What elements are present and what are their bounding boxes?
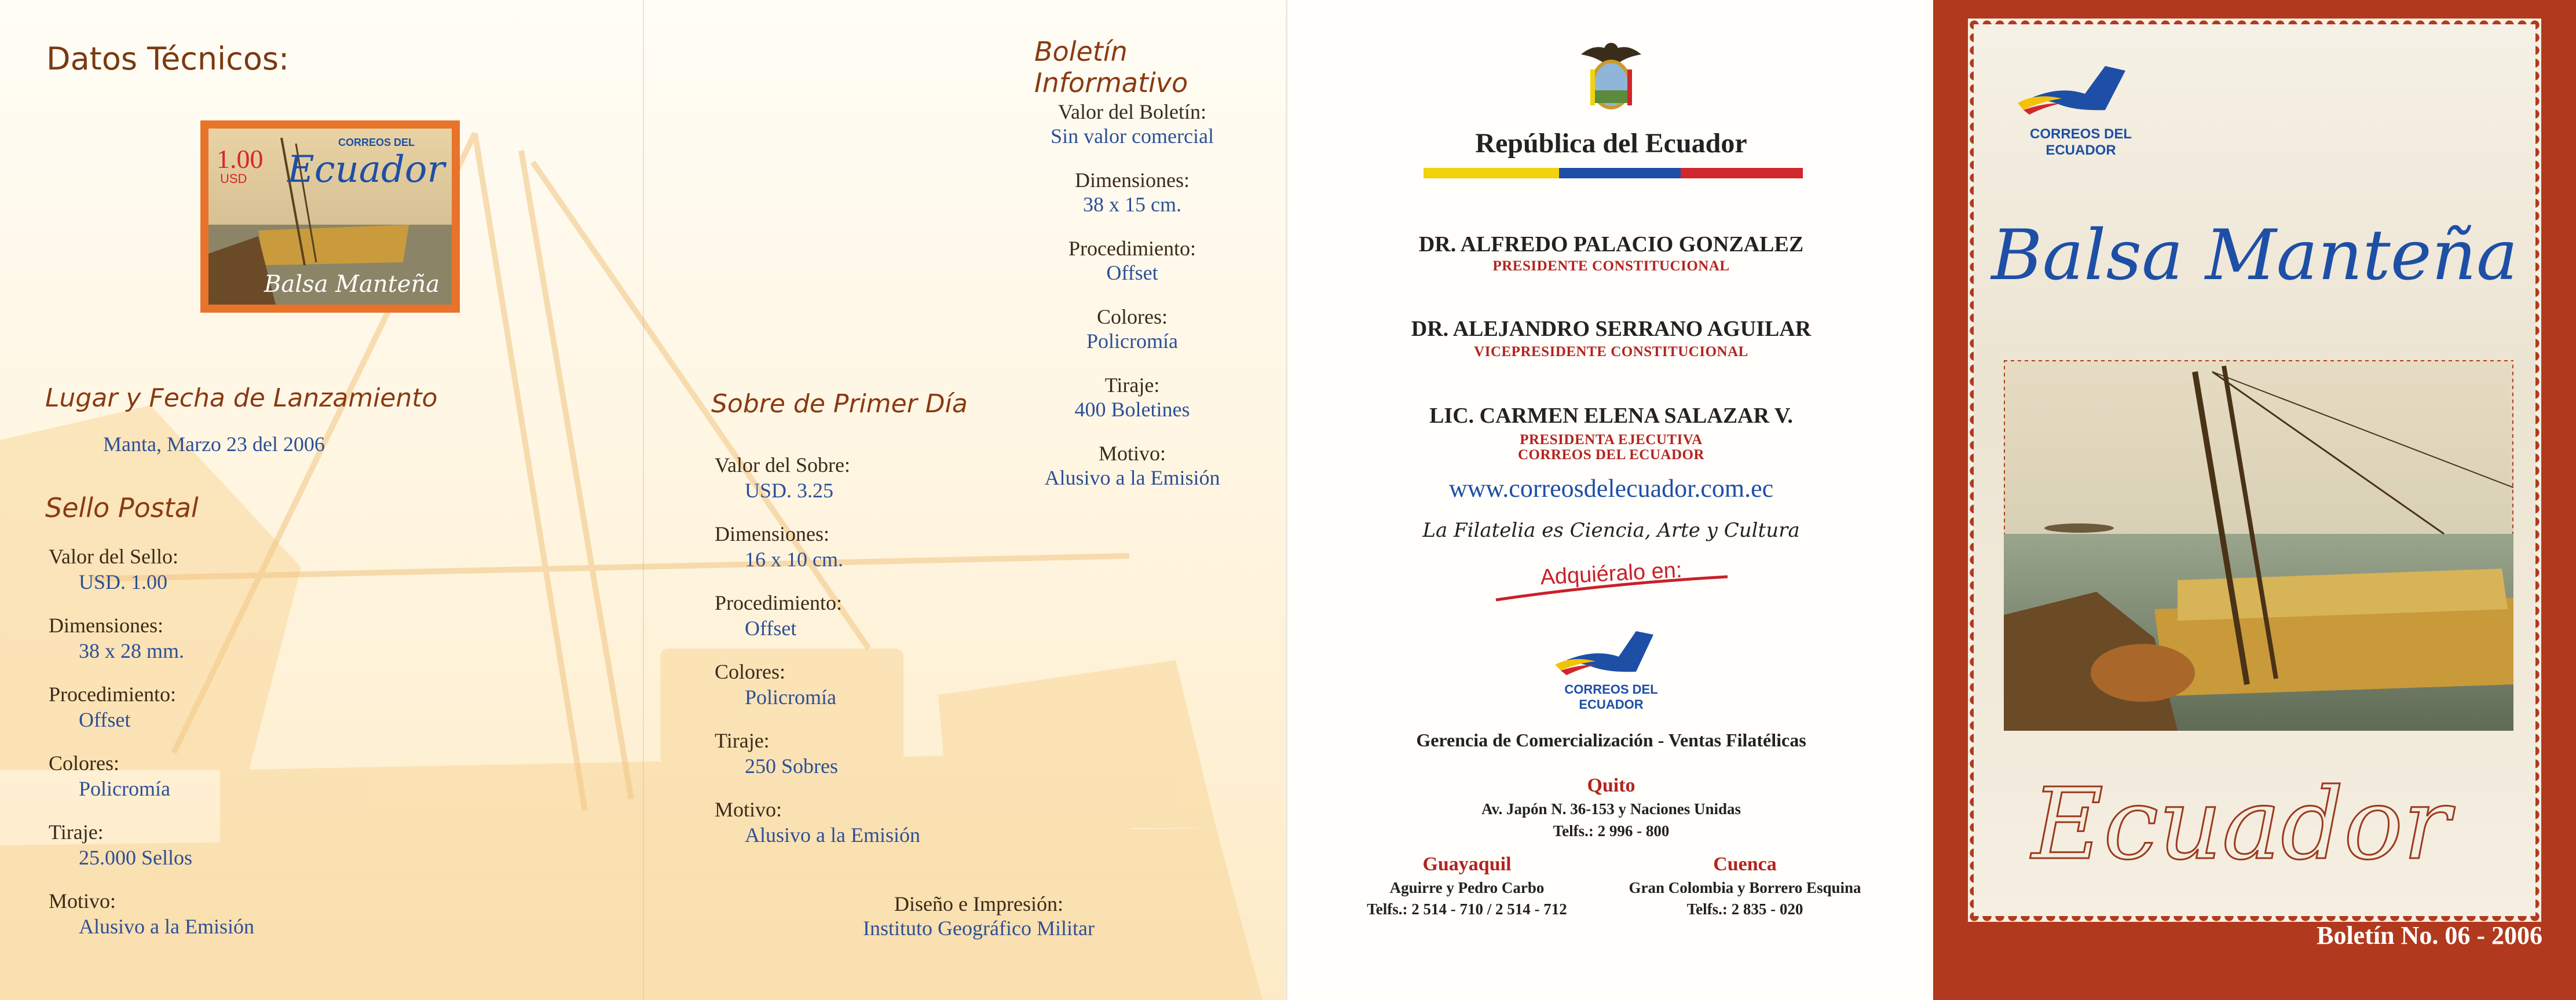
boletin-heading: Boletín Informativo bbox=[1034, 36, 1188, 98]
correos-bird-logo-icon bbox=[1549, 620, 1677, 683]
technical-data-panel bbox=[0, 0, 1286, 1000]
cover-correos-bird-icon bbox=[2010, 57, 2154, 120]
office-cuenca bbox=[1612, 854, 1878, 918]
acquire-swoosh bbox=[1490, 572, 1733, 607]
svg-text:Ecuador: Ecuador bbox=[2032, 767, 2450, 882]
sello-item: Valor del Sello: USD. 1.00 bbox=[49, 545, 178, 594]
cover-title: Balsa Manteña bbox=[1991, 215, 2518, 296]
sello-item: Tiraje: 25.000 Sellos bbox=[49, 820, 193, 869]
cover-balsa-painting bbox=[2004, 360, 2513, 731]
official-role: VICEPRESIDENTE CONSTITUCIONAL bbox=[1474, 344, 1748, 360]
office-city: Quito bbox=[1587, 775, 1635, 796]
bulletin-number: Boletín No. 06 - 2006 bbox=[2317, 921, 2542, 950]
correos-logo-line2: ECUADOR bbox=[1579, 697, 1644, 712]
official-role: PRESIDENTA EJECUTIVA bbox=[1520, 432, 1703, 448]
stamp-value: 1.00 bbox=[217, 144, 264, 174]
sobre-item: Motivo: Alusivo a la Emisión bbox=[715, 798, 920, 847]
boletin-item: Dimensiones: 38 x 15 cm. bbox=[1075, 169, 1190, 216]
cover-logo-line2: ECUADOR bbox=[2046, 142, 2116, 158]
official-role-secondary: CORREOS DEL ECUADOR bbox=[1517, 447, 1705, 463]
boletin-item: Procedimiento: Offset bbox=[1069, 237, 1196, 284]
flag-stripe bbox=[1424, 168, 1803, 178]
office-phone: Telfs.: 2 835 - 020 bbox=[1686, 900, 1803, 918]
sello-heading: Sello Postal bbox=[45, 492, 199, 523]
launch-heading: Lugar y Fecha de Lanzamiento bbox=[45, 383, 438, 413]
sello-item: Motivo: Alusivo a la Emisión bbox=[49, 889, 254, 938]
stamp-currency: USD bbox=[220, 171, 247, 186]
sobre-item: Tiraje: 250 Sobres bbox=[715, 729, 838, 778]
office-guayaquil bbox=[1345, 854, 1589, 918]
official-name: LIC. CARMEN ELENA SALAZAR V. bbox=[1429, 404, 1793, 428]
sello-item: Procedimiento: Offset bbox=[49, 683, 176, 731]
official-name: DR. ALFREDO PALACIO GONZALEZ bbox=[1418, 232, 1804, 257]
republic-title: República del Ecuador bbox=[1475, 128, 1747, 159]
correos-logo-line1: CORREOS DEL bbox=[1564, 682, 1658, 697]
office-address: Av. Japón N. 36-153 y Naciones Unidas bbox=[1481, 800, 1741, 818]
design-credit: Diseño e Impresión: Instituto Geográfico Militar bbox=[863, 892, 1095, 940]
stamp-image bbox=[200, 120, 460, 313]
official-role: PRESIDENTE CONSTITUCIONAL bbox=[1492, 258, 1730, 274]
office-phone: Telfs.: 2 996 - 800 bbox=[1553, 822, 1670, 840]
sello-item: Colores: Policromía bbox=[49, 752, 170, 800]
technical-data-title: Datos Técnicos: bbox=[46, 41, 290, 77]
stamp-brand-small: CORREOS DEL bbox=[338, 137, 415, 148]
launch-value: Manta, Marzo 23 del 2006 bbox=[103, 433, 325, 456]
office-city: Guayaquil bbox=[1422, 854, 1512, 875]
boletin-item: Valor del Boletín: Sin valor comercial bbox=[1051, 100, 1214, 148]
sobre-item: Colores: Policromía bbox=[715, 660, 836, 709]
office-address: Gran Colombia y Borrero Esquina bbox=[1629, 879, 1861, 896]
fold-line bbox=[643, 0, 644, 1000]
boletin-item: Motivo: Alusivo a la Emisión bbox=[1044, 442, 1220, 489]
flag-stripe-yellow bbox=[1424, 168, 1559, 178]
office-phone: Telfs.: 2 514 - 710 / 2 514 - 712 bbox=[1367, 900, 1567, 918]
cover-ecuador-signature bbox=[2020, 754, 2495, 899]
office-address: Aguirre y Pedro Carbo bbox=[1389, 879, 1545, 896]
sello-item: Dimensiones: 38 x 28 mm. bbox=[49, 614, 185, 662]
cover-logo-line1: CORREOS DEL bbox=[2029, 126, 2132, 142]
acquire-label: Adquiéralo en: bbox=[1539, 558, 1683, 590]
sobre-heading: Sobre de Primer Día bbox=[711, 389, 968, 419]
republic-panel bbox=[1286, 0, 1935, 1000]
flag-stripe-red bbox=[1681, 168, 1803, 178]
sobre-item: Valor del Sobre: USD. 3.25 bbox=[715, 453, 850, 502]
department: Gerencia de Comercialización - Ventas Filatélicas bbox=[1416, 730, 1806, 750]
cover-stamp-frame bbox=[1968, 19, 2541, 922]
stamp-brand-large: Ecuador bbox=[287, 148, 445, 191]
official-name: DR. ALEJANDRO SERRANO AGUILAR bbox=[1411, 317, 1812, 341]
boletin-item: Tiraje: 400 Boletines bbox=[1074, 373, 1190, 421]
sobre-item: Procedimiento: Offset bbox=[715, 591, 842, 640]
flag-stripe-blue bbox=[1559, 168, 1681, 178]
coat-of-arms-icon bbox=[1579, 37, 1644, 116]
sobre-item: Dimensiones: 16 x 10 cm. bbox=[715, 522, 843, 571]
motto: La Filatelia es Ciencia, Arte y Cultura bbox=[1422, 519, 1800, 542]
boletin-item: Colores: Policromía bbox=[1086, 305, 1178, 353]
stamp-name: Balsa Manteña bbox=[264, 271, 440, 298]
office-city: Cuenca bbox=[1713, 854, 1777, 875]
website-link[interactable]: www.correosdelecuador.com.ec bbox=[1448, 474, 1774, 503]
cover-panel bbox=[1933, 0, 2576, 1000]
